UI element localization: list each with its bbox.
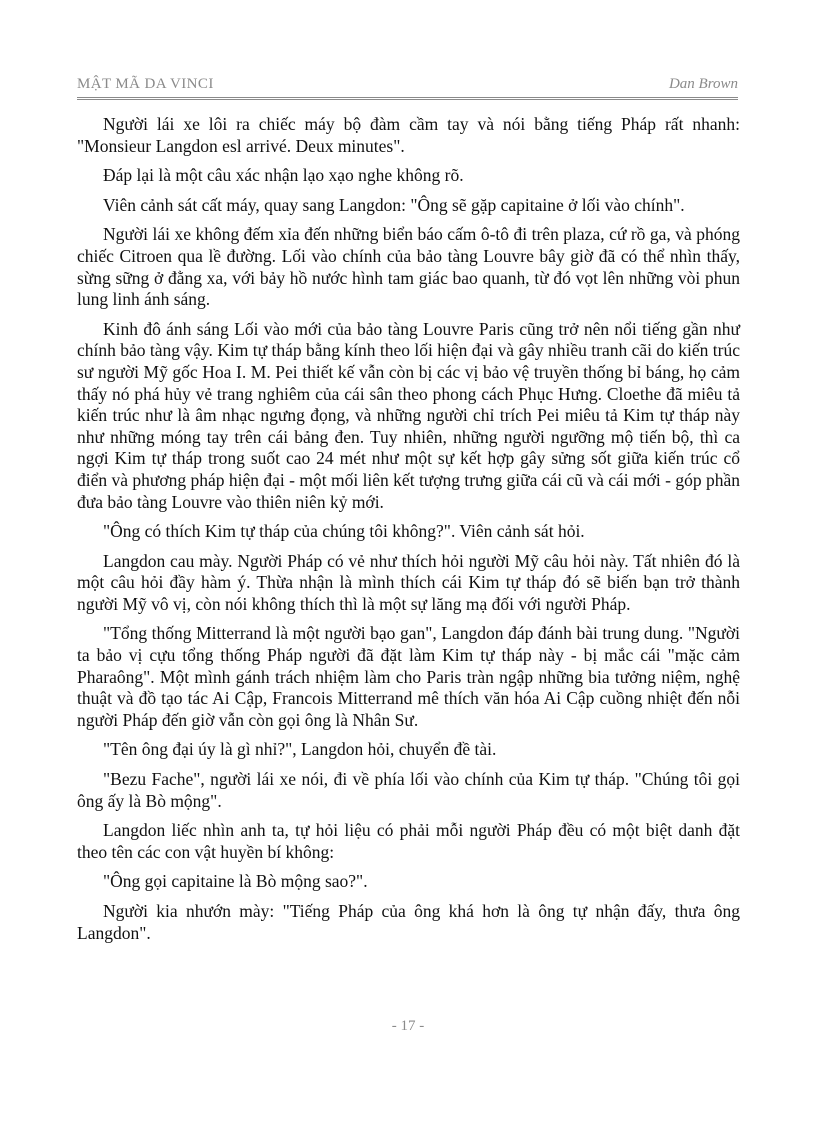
paragraph: Viên cảnh sát cất máy, quay sang Langdon: "Ông sẽ gặp capitaine ở lối vào chính". <box>103 194 685 215</box>
book-title: MẬT MÃ DA VINCI <box>77 76 214 92</box>
page-header <box>77 76 738 98</box>
paragraph: Người lái xe lôi ra chiếc máy bộ đàm cầm tay và nói bằng tiếng Pháp rất nhanh: "Monsieur Langdon esl arrivé. Deux minutes". <box>77 114 740 156</box>
paragraph: Đáp lại là một câu xác nhận lạo xạo nghe không rõ. <box>103 165 464 186</box>
paragraph: "Tên ông đại úy là gì nhỉ?", Langdon hỏi, chuyển đề tài. <box>103 739 497 760</box>
paragraph: Kinh đô ánh sáng Lối vào mới của bảo tàng Louvre Paris cũng trở nên nổi tiếng gần như chính bảo tàng vậy. Kim tự tháp bằng kính theo lối hiện đại và gây nhiều tranh cãi do kiến trúc sư người Mỹ gốc Hoa I. M. Pei thiết kế vẫn còn bị các vị bảo vệ truyền thống bỉ báng, họ cảm thấy nó phá hủy vẻ trang nghiêm của cái sân theo phong cách Phục Hưng. Cloethe đã miêu tả kiến trúc như là âm nhạc ngưng đọng, và những người chỉ trích Pei miêu tả Kim tự tháp này như những móng tay trên cái bảng đen. Tuy nhiên, những người ngưỡng mộ tiến bộ, thì ca ngợi Kim tự tháp trong suốt cao 24 mét như một sự kết hợp gây sửng sốt giữa kiến trúc cổ điển và phương pháp hiện đại - một mối liên kết tượng trưng giữa cái cũ và cái mới - góp phần đưa bảo tàng Louvre vào thiên niên kỷ mới. <box>77 318 740 512</box>
paragraph: Langdon cau mày. Người Pháp có vẻ như thích hỏi người Mỹ câu hỏi này. Tất nhiên đó là một câu hỏi đầy hàm ý. Thừa nhận là mình thích cái Kim tự tháp đó sẽ biến bạn trở thành người Mỹ vô vị, còn nói không thích thì là một sự lăng mạ đối với người Pháp. <box>77 550 740 614</box>
page-number: - 17 - <box>391 1018 425 1034</box>
paragraph: "Bezu Fache", người lái xe nói, đi về phía lối vào chính của Kim tự tháp. "Chúng tôi gọi ông ấy là Bò mộng". <box>77 769 740 811</box>
author-name: Dan Brown <box>668 76 738 92</box>
paragraph: Langdon liếc nhìn anh ta, tự hỏi liệu có phải mỗi người Pháp đều có một biệt danh đặt theo tên các con vật huyền bí không: <box>77 820 740 862</box>
page-body <box>77 114 740 952</box>
paragraph: Người kia nhướn mày: "Tiếng Pháp của ông khá hơn là ông tự nhận đấy, thưa ông Langdon". <box>77 901 740 943</box>
header-divider <box>77 97 738 100</box>
paragraph: Người lái xe không đếm xỉa đến những biển báo cấm ô-tô đi trên plaza, cứ rồ ga, và phóng chiếc Citroen qua lề đường. Lối vào chính của bảo tàng Louvre bây giờ đã có thể nhìn thấy, sừng sững ở đằng xa, với bảy hồ nước hình tam giác bao quanh, từ đó vọt lên những vòi phun lung linh ánh sáng. <box>77 224 740 310</box>
paragraph: "Ông có thích Kim tự tháp của chúng tôi không?". Viên cảnh sát hỏi. <box>103 521 585 542</box>
paragraph: "Tổng thống Mitterrand là một người bạo gan", Langdon đáp đánh bài trung dung. "Người ta bảo vị cựu tổng thống Pháp người đã đặt làm Kim tự tháp này - bị mắc cái "mặc cảm Pharaông". Một mình gánh trách nhiệm làm cho Paris tràn ngập những bia tưởng niệm, nghệ thuật và đồ tạo tác Ai Cập, Francois Mitterrand mê thích văn hóa Ai Cập cuồng nhiệt đến nỗi người Pháp đến giờ vẫn còn gọi ông là Nhân Sư. <box>77 623 740 730</box>
paragraph: "Ông gọi capitaine là Bò mộng sao?". <box>103 871 368 892</box>
